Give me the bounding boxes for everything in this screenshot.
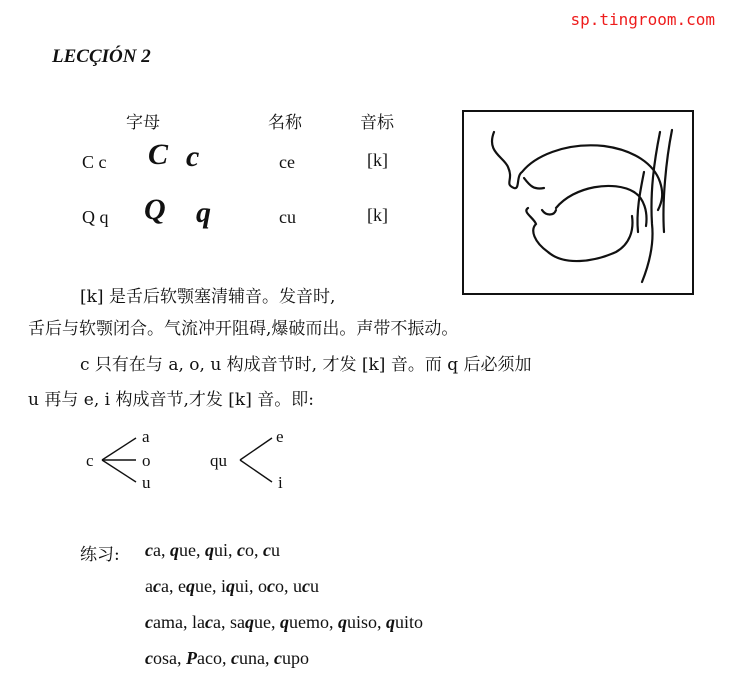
- practice-label: 练习:: [80, 545, 120, 565]
- script-letter-q-lower: q: [196, 196, 211, 229]
- header-ipa: 音标: [360, 113, 394, 133]
- script-letter-c-upper: C: [148, 138, 169, 171]
- script-letter-c-lower: c: [186, 140, 200, 173]
- practice-word: cu: [263, 540, 281, 560]
- practice-word: ca: [145, 540, 161, 560]
- branch-c-o: o: [142, 451, 151, 470]
- practice-word: quito: [386, 612, 424, 632]
- practice-line-4: cosa, Paco, cuna, cupo: [145, 648, 309, 668]
- description-line-3: c 只有在与 a, o, u 构成音节时, 才发 [k] 音。而 q 后必须加: [80, 355, 532, 375]
- practice-word: cosa: [145, 648, 177, 668]
- practice-word: co: [237, 540, 255, 560]
- print-letter-c: C c: [82, 152, 107, 172]
- practice-line-3: cama, laca, saque, quemo, quiso, quito: [145, 612, 424, 632]
- practice-word: qui: [205, 540, 229, 560]
- articulation-diagram: [462, 110, 694, 295]
- practice-word: oco: [258, 576, 285, 596]
- ipa-k-q: [k]: [367, 205, 388, 225]
- practice-line-1: ca, que, qui, co, cu: [145, 540, 281, 560]
- practice-word: laca: [191, 612, 221, 632]
- letter-name-ce: ce: [279, 152, 295, 172]
- practice-word: Paco: [186, 648, 222, 668]
- branch-qu-root: qu: [210, 451, 227, 470]
- description-line-2: 舌后与软颚闭合。气流冲开阻碍,爆破而出。声带不振动。: [28, 319, 459, 339]
- watermark: sp.tingroom.com: [570, 10, 715, 29]
- branch-qu-e: e: [276, 427, 284, 446]
- branch-c-root: c: [86, 451, 94, 470]
- branch-c-a: a: [142, 427, 150, 446]
- practice-word: cuna: [230, 648, 265, 668]
- description-line-1: [k] 是舌后软颚塞清辅音。发音时,: [80, 287, 336, 307]
- practice-word: ucu: [293, 576, 320, 596]
- header-letter: 字母: [126, 113, 160, 133]
- practice-word: saque: [229, 612, 271, 632]
- practice-line-2: aca, eque, iqui, oco, ucu: [145, 576, 320, 596]
- practice-word: eque: [178, 576, 212, 596]
- practice-word: cupo: [273, 648, 309, 668]
- syllable-branch-diagrams: [80, 425, 320, 497]
- practice-word: aca: [145, 576, 169, 596]
- letter-name-cu: cu: [279, 207, 296, 227]
- branch-c-u: u: [142, 473, 151, 492]
- practice-word: quemo: [279, 612, 329, 632]
- header-name: 名称: [268, 113, 302, 133]
- practice-word: que: [170, 540, 196, 560]
- ipa-k-c: [k]: [367, 150, 388, 170]
- script-letter-q-upper: Q: [144, 193, 166, 226]
- print-letter-q: Q q: [82, 207, 109, 227]
- mouth-cross-section-illustration: [464, 112, 692, 293]
- description-line-4: u 再与 e, i 构成音节,才发 [k] 音。即:: [28, 390, 314, 410]
- branch-qu-i: i: [278, 473, 283, 492]
- practice-word: cama: [145, 612, 183, 632]
- practice-word: quiso: [337, 612, 377, 632]
- practice-word: iqui: [221, 576, 250, 596]
- lesson-title: LECÇIÓN 2: [52, 46, 151, 67]
